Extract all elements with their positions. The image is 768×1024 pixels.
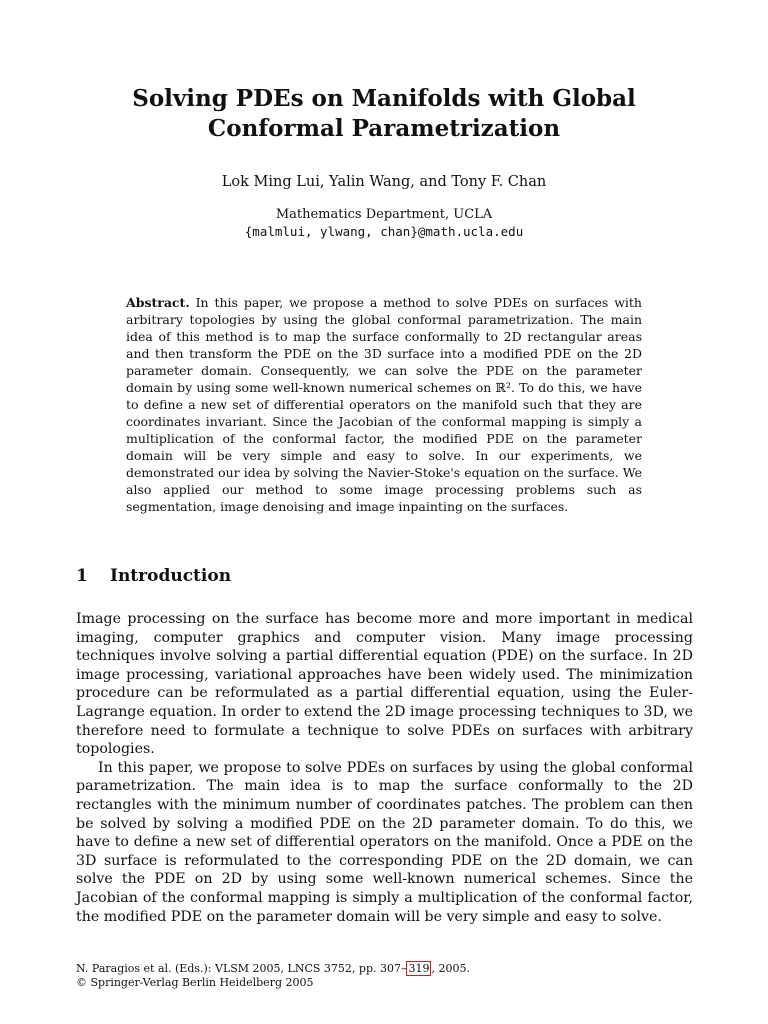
citation-year: , 2005.: [431, 962, 470, 975]
abstract-label: Abstract.: [126, 295, 190, 310]
abstract: [126, 294, 642, 515]
body-paragraph-1: Image processing on the surface has become more and more important in medical imaging, computer graphics and computer vision. Many image processing techniques involve solving a partial differential equation (PDE) on the surface. In 2D image processing, variational approaches have been widely used. The minimization procedure can be reformulated as a partial differential equation, using the Euler-Lagrange equation. In order to extend the 2D image processing techniques to 3D, we therefore need to formulate a technique to solve PDEs on surfaces with arbitrary topologies.: [76, 611, 693, 758]
author-emails: {malmlui, ylwang, chan}@math.ucla.edu: [244, 224, 524, 239]
section-number: 1: [76, 566, 88, 586]
body-paragraph-2: In this paper, we propose to solve PDEs on surfaces by using the global conformal parametrization. The main idea is to map the surface conformally to the 2D rectangles with the minimum number of coordinates patches. The problem can then be solved by solving a modified PDE on the 2D parameter domain. To do this, we have to define a new set of differential operators on the manifold. Once a PDE on the 3D surface is reformulated to the corresponding PDE on the 2D domain, we can solve the PDE on 2D by using some well-known numerical schemes. Since the Jacobian of the conformal mapping is simply a multiplication of the conformal factor, the modified PDE on the parameter domain will be very simple and easy to solve.: [76, 759, 693, 925]
paper-title-line-1: Solving PDEs on Manifolds with Global: [132, 85, 636, 112]
affiliation-department: Mathematics Department, UCLA: [275, 207, 493, 222]
section-heading: [76, 565, 231, 587]
paper-title-line-2: Conformal Parametrization: [207, 115, 561, 142]
author-list: Lok Ming Lui, Yalin Wang, and Tony F. Chan: [221, 174, 547, 190]
citation-line: [76, 962, 470, 976]
copyright-line: © Springer-Verlag Berlin Heidelberg 2005: [76, 976, 314, 989]
last-page-link[interactable]: 319: [408, 962, 430, 975]
section-title: Introduction: [110, 566, 232, 586]
page-footer: [76, 962, 470, 990]
citation-text: N. Paragios et al. (Eds.): VLSM 2005, LNCS 3752, pp. 307–: [76, 962, 407, 975]
paper-title: [60, 84, 708, 144]
affiliation: [60, 206, 708, 240]
section-body: [76, 610, 693, 926]
abstract-text: In this paper, we propose a method to solve PDEs on surfaces with arbitrary topologies by using the global conformal parametrization. The main idea of this method is to map the surface conformally to 2D rectangular areas and then transform the PDE on the 3D surface into a modified PDE on the 2D parameter domain. Consequently, we can solve the PDE on the parameter domain by using some well-known numerical schemes on ℝ². To do this, we have to define a new set of differential operators on the manifold such that they are coordinates invariant. Since the Jacobian of the conformal mapping is simply a multiplication of the conformal factor, the modified PDE on the parameter domain will be very simple and easy to solve. In our experiments, we demonstrated our idea by solving the Navier-Stoke's equation on the surface. We also applied our method to some image processing problems such as segmentation, image denoising and image inpainting on the surfaces.: [126, 295, 642, 514]
